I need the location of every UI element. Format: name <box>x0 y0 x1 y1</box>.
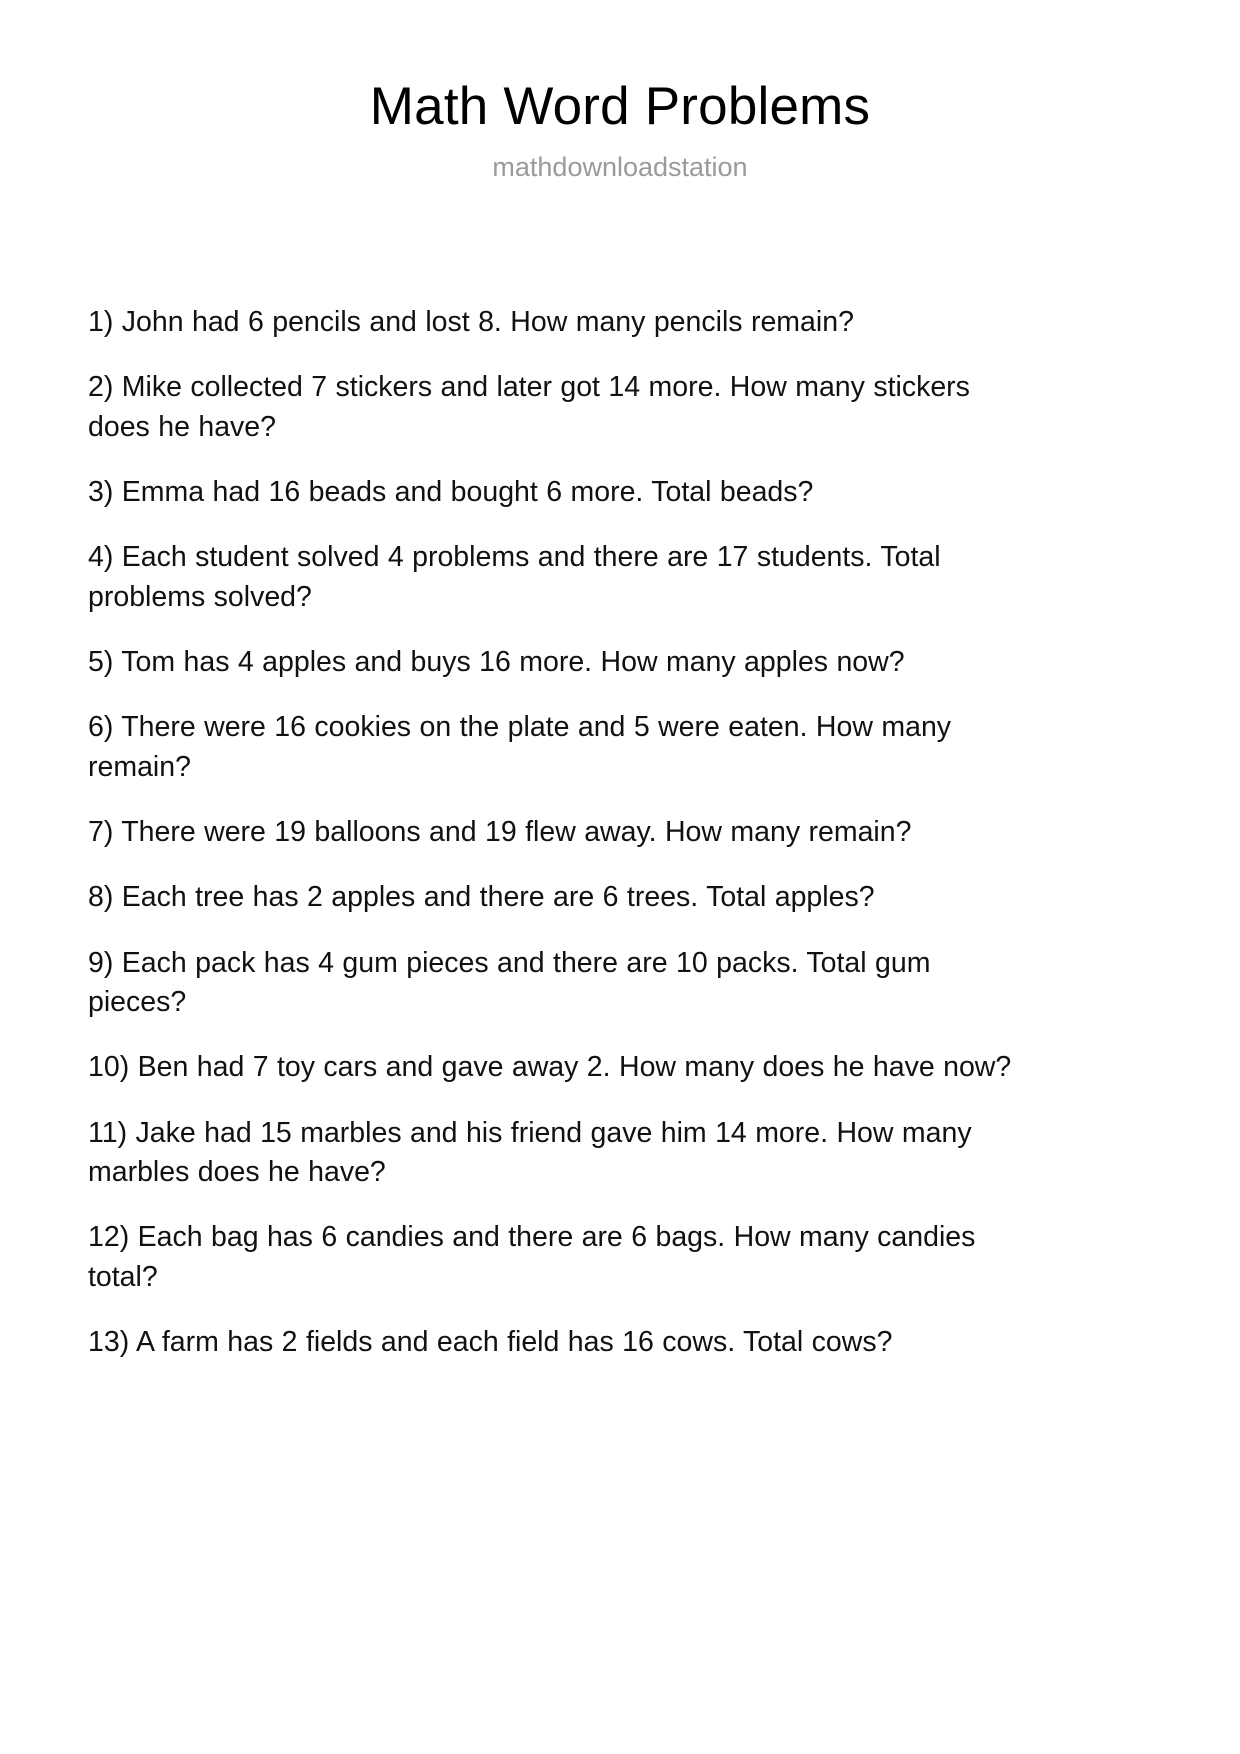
problem-list <box>88 303 1028 1362</box>
list-item: 4) Each student solved 4 problems and there are 17 students. Total problems solved? <box>88 541 941 613</box>
page-subtitle: mathdownloadstation <box>492 152 748 183</box>
list-item: 7) There were 19 balloons and 19 flew away. How many remain? <box>88 815 912 848</box>
list-item: 10) Ben had 7 toy cars and gave away 2. How many does he have now? <box>88 1051 1012 1084</box>
list-item: 12) Each bag has 6 candies and there are 6 bags. How many candies total? <box>88 1221 976 1293</box>
list-item: 2) Mike collected 7 stickers and later got 14 more. How many stickers does he have? <box>88 371 970 443</box>
list-item: 1) John had 6 pencils and lost 8. How many pencils remain? <box>88 306 854 338</box>
list-item: 3) Emma had 16 beads and bought 6 more. Total beads? <box>88 475 814 508</box>
page-title: Math Word Problems <box>369 77 871 136</box>
list-item: 6) There were 16 cookies on the plate and 5 were eaten. How many remain? <box>88 711 952 783</box>
list-item: 5) Tom has 4 apples and buys 16 more. How many apples now? <box>88 645 905 678</box>
document-header <box>0 0 1240 183</box>
list-item: 8) Each tree has 2 apples and there are 6 trees. Total apples? <box>88 881 875 914</box>
list-item: 13) A farm has 2 fields and each field has 16 cows. Total cows? <box>88 1325 893 1358</box>
list-item: 9) Each pack has 4 gum pieces and there are 10 packs. Total gum pieces? <box>88 946 931 1018</box>
list-item: 11) Jake had 15 marbles and his friend gave him 14 more. How many marbles does he have? <box>88 1116 972 1188</box>
